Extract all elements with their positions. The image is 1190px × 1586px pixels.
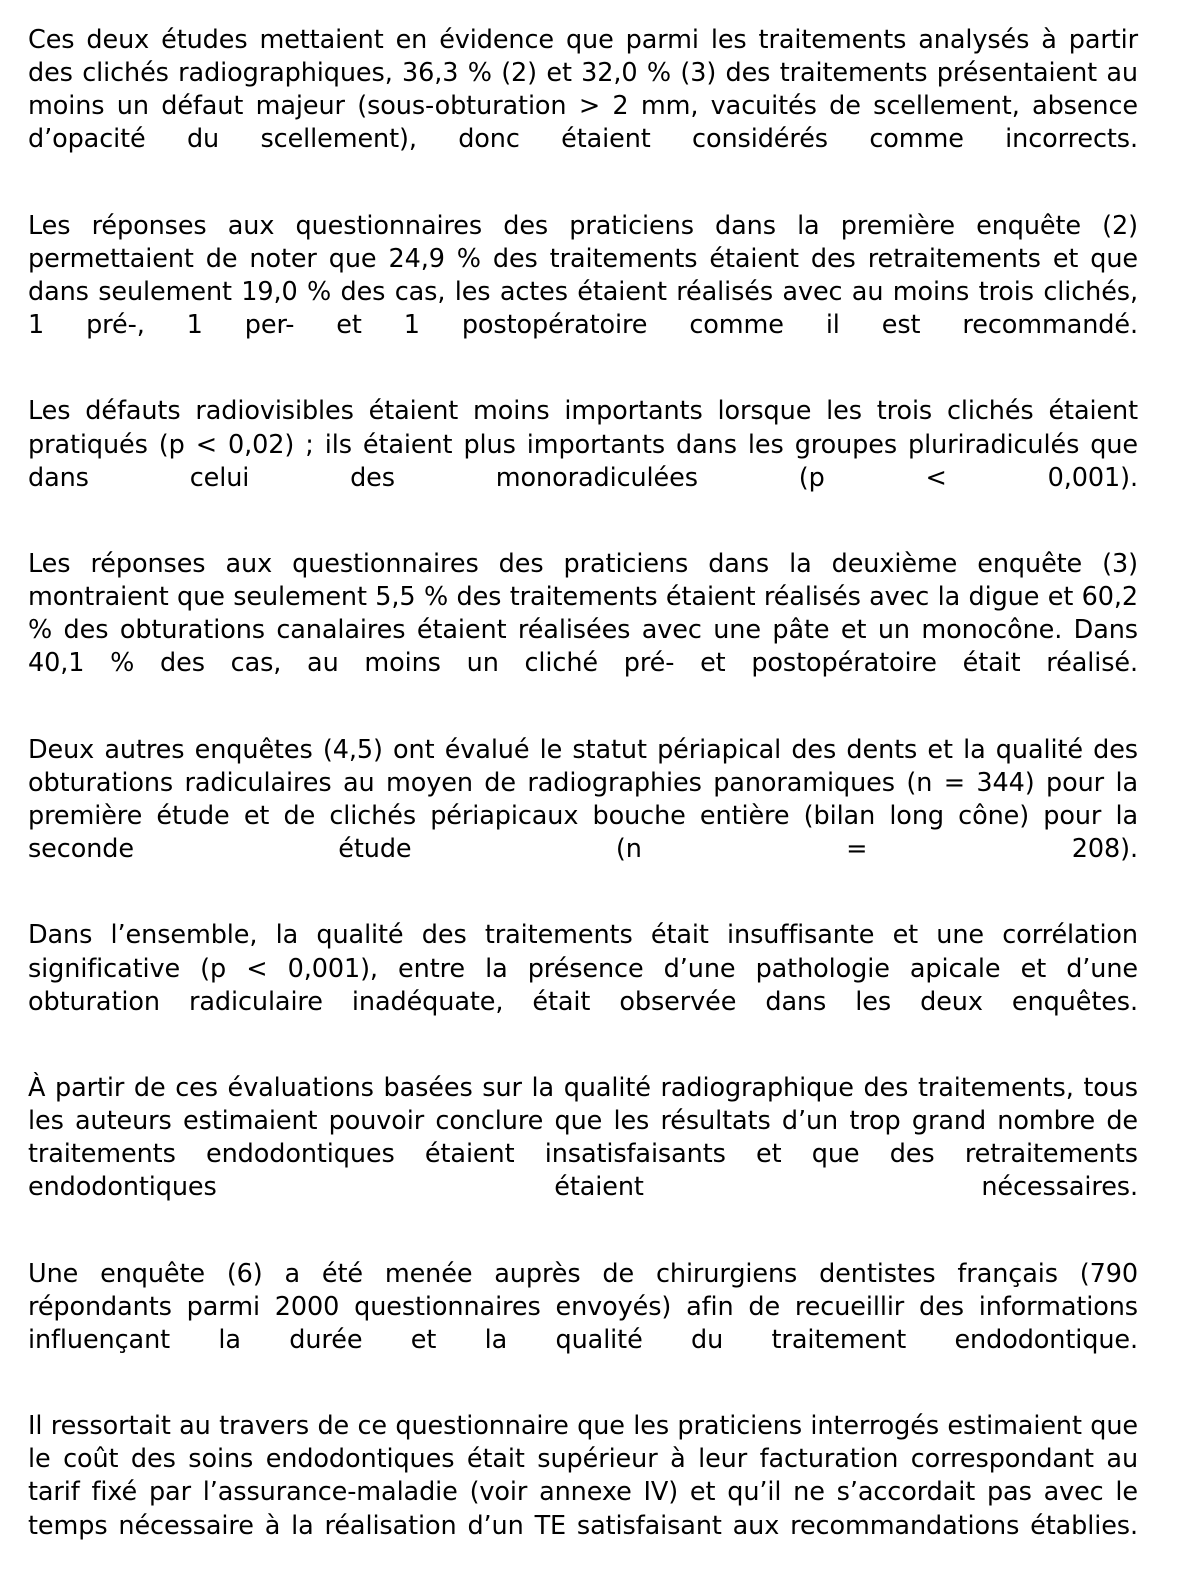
paragraph: Deux autres enquêtes (4,5) ont évalué le statut périapical des dents et la qualité des obturations radiculaires au moyen de radiographies panoramiques (n = 344) pour la première étude et de clichés périapicaux bouche entière (bilan long cône) pour la seconde étude (n = 208). [28,734,1138,865]
paragraph: Ces deux études mettaient en évidence que parmi les traitements analysés à partir des clichés radiographiques, 36,3 % (2) et 32,0 % (3) des traitements présentaient au moins un défaut majeur (sous-obturation > 2 mm, vacuités de scellement, absence d’opacité du scellement), donc étaient considérés comme incorrects. [28,25,1138,155]
paragraph: Les défauts radiovisibles étaient moins importants lorsque les trois clichés étaient pratiqués (p < 0,02) ; ils étaient plus importants dans les groupes pluriradiculés que dans celui des monoradiculées (p < 0,001). [28,396,1138,493]
paragraph: Il ressortait au travers de ce questionnaire que les praticiens interrogés estimaient que le coût des soins endodontiques était supérieur à leur facturation correspondant au tarif fixé par l’assurance-maladie (voir annexe IV) et qu’il ne s’accordait pas avec le temps nécessaire à la réalisation d’un TE satisfaisant aux recommandations établies. [28,1411,1138,1541]
paragraph: Dans l’ensemble, la qualité des traitements était insuffisante et une corrélation significative (p < 0,001), entre la présence d’une pathologie apicale et d’une obturation radiculaire inadéquate, était observée dans les deux enquêtes. [28,920,1138,1017]
paragraph: Une enquête (6) a été menée auprès de chirurgiens dentistes français (790 répondants parmi 2000 questionnaires envoyés) afin de recueillir des informations influençant la durée et la qualité du traitement endodontique. [28,1258,1138,1355]
paragraph: Les réponses aux questionnaires des praticiens dans la deuxième enquête (3) montraient que seulement 5,5 % des traitements étaient réalisés avec la digue et 60,2 % des obturations canalaires étaient réalisées avec une pâte et un monocône. Dans 40,1 % des cas, au moins un cliché pré- et postopératoire était réalisé. [28,548,1138,679]
paragraph: Les réponses aux questionnaires des praticiens dans la première enquête (2) permettaient de noter que 24,9 % des traitements étaient des retraitements et que dans seulement 19,0 % des cas, les actes étaient réalisés avec au moins trois clichés, 1 pré-, 1 per- et 1 postopératoire comme il est recommandé. [28,210,1138,341]
paragraph: À partir de ces évaluations basées sur la qualité radiographique des traitements, tous les auteurs estimaient pouvoir conclure que les résultats d’un trop grand nombre de traitements endodontiques étaient insatisfaisants et que des retraitements endodontiques étaient nécessaires. [28,1072,1138,1203]
